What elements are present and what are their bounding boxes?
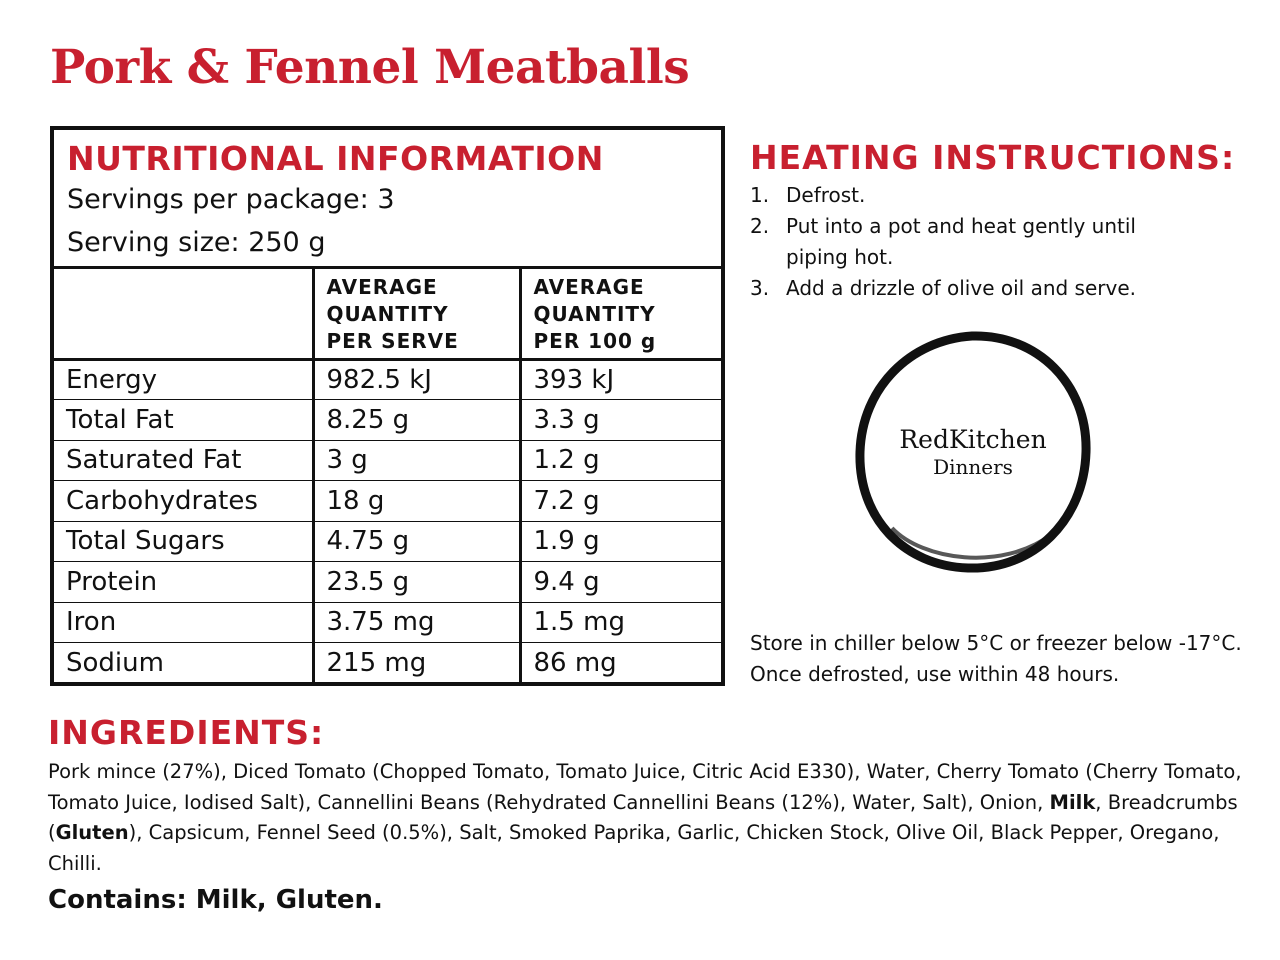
per-serve-column-header [313, 269, 520, 359]
per-100g-value: 1.5 mg [520, 602, 721, 643]
step-number: 3. [750, 276, 770, 300]
table-row [54, 643, 721, 684]
nutrition-panel [50, 126, 725, 686]
per-100g-value: 3.3 g [520, 400, 721, 441]
nutrient-column-header [54, 269, 313, 359]
list-item [750, 180, 1250, 211]
nutrient-name: Saturated Fat [54, 440, 313, 481]
ingredients-text: , Breadcrumbs ( [48, 790, 1238, 844]
product-title: Pork & Fennel Meatballs [50, 40, 690, 95]
per-serve-value: 3 g [313, 440, 520, 481]
per-serve-value: 8.25 g [313, 400, 520, 441]
table-row [54, 602, 721, 643]
nutrient-name: Total Sugars [54, 521, 313, 562]
per-serve-value: 18 g [313, 481, 520, 522]
list-item [750, 211, 1250, 273]
nutrition-title: NUTRITIONAL INFORMATION [67, 139, 604, 178]
allergen-gluten: Gluten [55, 821, 129, 844]
nutrient-name: Carbohydrates [54, 481, 313, 522]
per-serve-value: 3.75 mg [313, 602, 520, 643]
table-row [54, 481, 721, 522]
per-100g-header-line: QUANTITY [533, 302, 656, 326]
ingredients-text: Pork mince (27%), Diced Tomato (Chopped Tomato, Tomato Juice, Citric Acid E330), Water, Cherry Tomato (Cherry Tomato, Tomato Juice, Iodised Salt), Cannellini Beans (Rehydrated Cannellini Beans (12%), Water, Salt), Onion, [48, 760, 1242, 814]
nutrition-header [54, 130, 721, 269]
per-serve-value: 982.5 kJ [313, 359, 520, 400]
allergen-statement: Contains: Milk, Gluten. [48, 885, 383, 915]
heating-steps [750, 180, 1250, 304]
nutrient-name: Sodium [54, 643, 313, 684]
heating-title: HEATING INSTRUCTIONS: [750, 138, 1236, 177]
storage-instructions: Store in chiller below 5°C or freezer below -17°C. Once defrosted, use within 48 hours. [750, 631, 1242, 686]
per-100g-value: 9.4 g [520, 562, 721, 603]
per-100g-value: 1.2 g [520, 440, 721, 481]
per-100g-header-line: PER 100 g [533, 329, 657, 353]
table-row [54, 400, 721, 441]
list-item [750, 273, 1250, 304]
step-number: 2. [750, 214, 770, 238]
per-serve-value: 215 mg [313, 643, 520, 684]
per-serve-header-line: PER SERVE [326, 329, 459, 353]
step-text: Put into a pot and heat gently until piping hot. [786, 214, 1136, 269]
per-100g-value: 86 mg [520, 643, 721, 684]
logo-line-1: RedKitchen [899, 425, 1047, 454]
table-row [54, 359, 721, 400]
step-text: Add a drizzle of olive oil and serve. [786, 276, 1136, 300]
per-100g-column-header [520, 269, 721, 359]
per-100g-value: 7.2 g [520, 481, 721, 522]
nutrient-name: Iron [54, 602, 313, 643]
servings-per-package: Servings per package: 3 [67, 184, 395, 215]
brand-logo [852, 328, 1092, 576]
table-row [54, 562, 721, 603]
serving-size: Serving size: 250 g [67, 227, 326, 258]
nutrient-name: Total Fat [54, 400, 313, 441]
allergen-milk: Milk [1049, 790, 1096, 814]
per-serve-header-line: QUANTITY [326, 302, 449, 326]
step-text: Defrost. [786, 183, 866, 207]
logo-line-2: Dinners [933, 455, 1013, 479]
nutrient-name: Energy [66, 364, 158, 395]
table-row [54, 521, 721, 562]
nutrition-table-header-row [54, 269, 721, 359]
per-serve-value: 4.75 g [313, 521, 520, 562]
step-number: 1. [750, 183, 770, 207]
per-100g-value: 393 kJ [520, 359, 721, 400]
table-row [54, 440, 721, 481]
nutrient-name: Protein [54, 562, 313, 603]
per-100g-value: 1.9 g [520, 521, 721, 562]
ingredients-list [48, 757, 1248, 879]
nutrition-table [54, 269, 721, 683]
ingredients-title: INGREDIENTS: [48, 713, 325, 752]
per-serve-value: 23.5 g [313, 562, 520, 603]
per-serve-header-line: AVERAGE [326, 275, 438, 299]
per-100g-header-line: AVERAGE [533, 275, 645, 299]
ingredients-text: ), Capsicum, Fennel Seed (0.5%), Salt, Smoked Paprika, Garlic, Chicken Stock, Olive Oil, Black Pepper, Oregano, Chilli. [48, 821, 1220, 875]
